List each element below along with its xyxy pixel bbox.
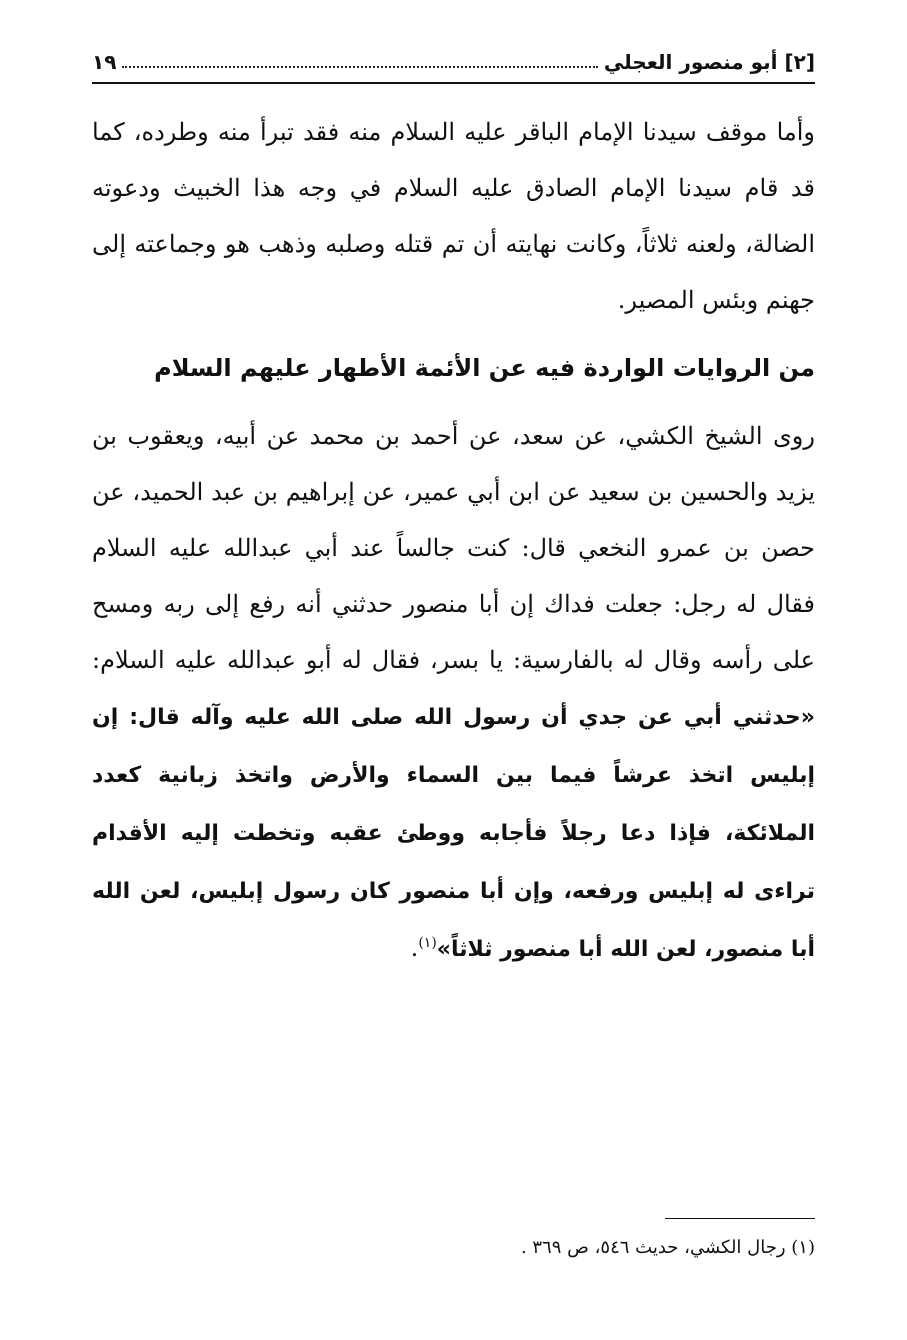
- narration-text: روى الشيخ الكشي، عن سعد، عن أحمد بن محمد عن أبيه، ويعقوب بن يزيد والحسين بن سعيد عن ابن أبي عمير، عن إبراهيم بن عبد الحميد، عن حصن بن عمرو النخعي قال: كنت جالساً عند أبي عبدالله عليه السلام فقال له رجل: جعلت فداك إن أبا منصور حدثني أنه رفع إلى ربه ومسح على رأسه وقال له بالفارسية: يا بسر، فقال له أبو عبدالله عليه السلام:: [92, 422, 815, 674]
- paragraph-2: [92, 408, 815, 978]
- header-dot-leader: [122, 66, 598, 68]
- chapter-title: [٢] أبو منصور العجلي: [603, 50, 815, 74]
- hadith-quote: «حدثني أبي عن جدي أن رسول الله صلى الله عليه وآله قال: إن إبليس اتخذ عرشاً فيما بين السماء والأرض واتخذ زبانية كعدد الملائكة، فإذا دعا رجلاً فأجابه ووطئ عقبه وتخطت إليه الأقدام تراءى له إبليس ورفعه، وإن أبا منصور كان رسول إبليس، لعن الله أبا منصور، لعن الله أبا منصور ثلاثاً»: [92, 705, 815, 962]
- header-rule: [92, 82, 815, 84]
- paragraph-1: وأما موقف سيدنا الإمام الباقر عليه السلام منه فقد تبرأ منه وطرده، كما قد قام سيدنا الإمام الصادق عليه السلام في وجه هذا الخبيث ودعوته الضالة، ولعنه ثلاثاً، وكانت نهايته أن تم قتله وصلبه وذهب هو وجماعته إلى جهنم وبئس المصير.: [92, 118, 815, 314]
- page-number: ١٩: [92, 50, 117, 74]
- footnote: (١) رجال الكشي، حديث ٥٤٦، ص ٣٦٩ .: [520, 1237, 815, 1258]
- paragraph-end: .: [410, 934, 419, 962]
- footnote-rule: [665, 1218, 815, 1219]
- running-header: [92, 38, 815, 74]
- section-heading: من الروايات الواردة فيه عن الأئمة الأطهار عليهم السلام: [154, 354, 815, 382]
- footnote-reference[interactable]: (١): [418, 935, 437, 951]
